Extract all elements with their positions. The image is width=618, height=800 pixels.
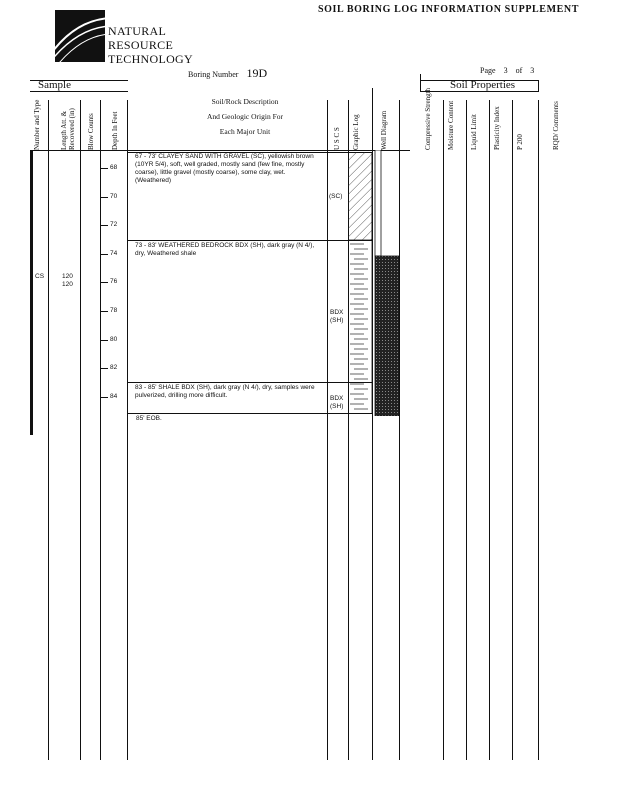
col-rule: [443, 100, 444, 760]
unit-2-description: 73 - 83' WEATHERED BEDROCK BDX (SH), dark gray (N 4/), dry, Weathered shale: [135, 242, 315, 257]
page-indicator: [480, 66, 534, 75]
company-line-1: NATURAL: [108, 24, 167, 38]
depth-tick: [100, 397, 108, 398]
well-diagram: [372, 150, 400, 416]
col-plasticity: Plasticity Index: [493, 106, 501, 150]
soil-properties-label: Soil Properties: [450, 79, 516, 91]
desc-header-line-1: Soil/Rock Description: [211, 97, 279, 106]
desc-header-line-3: Each Major Unit: [219, 127, 271, 136]
col-graphic-log: Graphic Log: [352, 114, 360, 150]
props-bottom-rule: [420, 91, 538, 92]
of-value: 3: [530, 66, 535, 75]
col-depth: Depth In Feet: [111, 111, 119, 150]
col-description: [150, 94, 340, 139]
sample-interval-bar: [30, 150, 33, 435]
depth-label: 70: [110, 192, 118, 200]
col-p200: P 200: [516, 134, 524, 150]
form-title: SOIL BORING LOG INFORMATION SUPPLEMENT: [318, 4, 579, 15]
header-bottom-rule: [30, 150, 410, 151]
depth-label: 80: [110, 335, 118, 343]
props-right-rule: [538, 80, 539, 92]
depth-label: 76: [110, 278, 118, 286]
shale-pattern: [350, 244, 368, 409]
col-rule: [327, 100, 328, 760]
col-uscs: U S C S: [333, 127, 341, 150]
unit-boundary: [127, 240, 372, 241]
col-rule: [512, 100, 513, 760]
well-seal: [375, 256, 399, 416]
graphic-log: [348, 152, 372, 414]
unit-boundary: [127, 382, 372, 383]
col-rqd-comments: RQD/ Comments: [552, 101, 560, 150]
desc-header-line-2: And Geologic Origin For: [206, 112, 284, 121]
col-liquid-limit: Liquid Limit: [470, 114, 478, 150]
sample-section-label: Sample: [38, 79, 71, 91]
clayey-sand-pattern: [348, 152, 372, 240]
sample-length: 120: [62, 273, 73, 280]
depth-label: 82: [110, 364, 118, 372]
unit-3-description: 83 - 85' SHALE BDX (SH), dark gray (N 4/), dry, samples were pulverized, drilling more difficult.: [135, 384, 315, 399]
depth-tick: [100, 368, 108, 369]
unit-1-description: 67 - 73' CLAYEY SAND WITH GRAVEL (SC), yellowish brown (10YR 5/4), soft, well graded, mostly sand (few fine, mostly coarse), little gravel (mostly coarse), some clay, wet. (Weathered): [135, 153, 314, 184]
unit-2-uscs: BDX (SH): [330, 309, 344, 324]
col-moisture: Moisture Content: [447, 100, 455, 150]
sample-number-type: CS: [35, 273, 45, 280]
col-rule: [80, 100, 81, 760]
depth-tick: [100, 282, 108, 283]
company-logo: [55, 10, 105, 62]
end-of-boring: 85' EOB.: [136, 415, 162, 422]
col-rule: [48, 100, 49, 760]
col-rule: [127, 100, 128, 760]
col-compressive: Compressive Strength: [424, 87, 432, 150]
props-left-rule: [420, 74, 421, 92]
unit-boundary: [127, 413, 372, 414]
unit-1-uscs: (SC): [329, 193, 343, 200]
depth-label: 74: [110, 249, 118, 257]
well-casing: [375, 150, 381, 256]
boring-number-label: Boring Number: [188, 70, 239, 79]
sample-recovered: 120: [62, 281, 73, 288]
boring-number-value: 19D: [246, 66, 268, 80]
company-line-2: RESOURCE: [108, 38, 174, 52]
col-rule: [538, 100, 539, 760]
col-blow-counts: Blow Counts: [87, 113, 95, 150]
depth-label: 68: [110, 164, 118, 171]
depth-tick: [100, 225, 108, 226]
page-value: 3: [503, 66, 508, 75]
depth-tick: [100, 311, 108, 312]
page-label: Page: [480, 66, 496, 75]
company-name: [108, 24, 193, 66]
depth-tick: [100, 254, 108, 255]
depth-tick: [100, 340, 108, 341]
depth-label: 84: [110, 392, 118, 400]
col-rule: [466, 100, 467, 760]
col-number-type: Number and Type: [33, 99, 41, 150]
depth-label: 72: [110, 221, 118, 229]
depth-label: 78: [110, 307, 118, 314]
col-rule: [100, 100, 101, 760]
depth-tick: [100, 197, 108, 198]
col-length-recovered: Length Att. & Recovered (in): [60, 108, 76, 150]
depth-tick: [100, 168, 108, 169]
unit-3-uscs: BDX (SH): [330, 395, 344, 410]
company-line-3: TECHNOLOGY: [108, 52, 193, 66]
of-label: of: [515, 66, 523, 75]
sample-bottom-rule: [30, 91, 128, 92]
col-rule: [489, 100, 490, 760]
boring-number: [188, 66, 267, 81]
col-well-diagram: Well Diagram: [380, 110, 388, 150]
